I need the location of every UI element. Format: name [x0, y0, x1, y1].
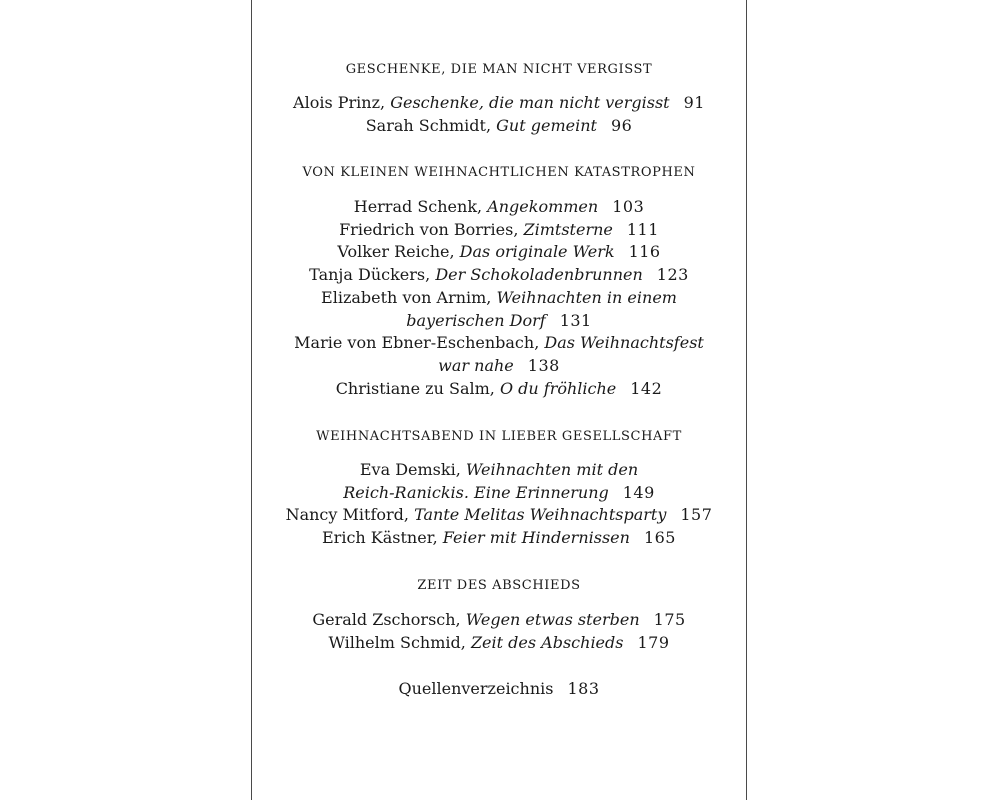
section-heading: GESCHENKE, DIE MAN NICHT VERGISST [345, 62, 653, 77]
toc-entry [252, 196, 746, 219]
toc-entry [252, 504, 746, 527]
entry-author: Marie von Ebner-Eschenbach, [294, 333, 545, 353]
toc-entry [252, 264, 746, 287]
entry-page-number: 96 [610, 115, 633, 135]
toc-entry-continuation [252, 482, 746, 505]
entry-title: Der Schokoladenbrunnen [435, 265, 643, 285]
toc-entry [252, 287, 746, 310]
toc-entry [252, 241, 746, 264]
entry-title-continued: Reich-Ranickis. Eine Erinnerung [343, 482, 609, 502]
entry-page-number: 103 [612, 197, 645, 216]
entry-title: Zeit des Abschieds [470, 632, 624, 652]
toc-entry [252, 332, 746, 355]
entry-title: Das Weihnachtsfest [544, 333, 704, 353]
entry-author: Alois Prinz, [293, 93, 391, 112]
toc-entry-continuation [252, 310, 746, 333]
entry-title: Das originale Werk [459, 242, 615, 262]
entry-author: Nancy Mitford, [285, 505, 415, 525]
entry-author: Christiane zu Salm, [335, 378, 500, 398]
entry-author: Elizabeth von Arnim, [321, 287, 497, 307]
entry-title: Wegen etwas sterben [465, 610, 640, 629]
toc-entries [252, 459, 746, 550]
toc-entry [252, 459, 746, 482]
toc-section [252, 578, 746, 594]
entry-page-number: 91 [683, 93, 705, 112]
entry-title: Weihnachten in einem [496, 287, 677, 307]
toc-entry [252, 378, 746, 401]
entry-author: Sarah Schmidt, [365, 115, 497, 135]
entry-author: Friedrich von Borries, [339, 219, 524, 239]
toc-footer [252, 678, 746, 701]
toc-entries [252, 609, 746, 654]
entry-title-continued: bayerischen Dorf [406, 310, 546, 330]
toc-entries [252, 92, 746, 137]
section-heading: ZEIT DES ABSCHIEDS [417, 578, 581, 593]
toc-entry-continuation [252, 355, 746, 378]
entry-title: Angekommen [487, 197, 599, 216]
entry-author: Eva Demski, [359, 460, 466, 479]
entry-page-number: 142 [630, 378, 663, 398]
entry-page-number: 138 [527, 355, 560, 375]
entry-page-number: 175 [653, 610, 686, 629]
entry-author: Gerald Zschorsch, [312, 610, 466, 629]
toc-entry [252, 115, 746, 138]
entry-page-number: 183 [567, 679, 600, 698]
entry-title: Zimtsterne [523, 219, 613, 239]
entry-title-continued: war nahe [438, 355, 514, 375]
section-heading: WEIHNACHTSABEND IN LIEBER GESELLSCHAFT [316, 429, 682, 444]
entry-label: Quellenverzeichnis [398, 679, 554, 698]
entry-title: Geschenke, die man nicht vergisst [390, 93, 670, 112]
entry-page-number: 157 [680, 505, 713, 525]
entry-author: Tanja Dückers, [309, 265, 436, 285]
entry-title: Tante Melitas Weihnachtsparty [414, 505, 667, 525]
entry-title: Gut gemeint [496, 115, 597, 135]
entry-author: Wilhelm Schmid, [328, 632, 471, 652]
entry-title: Weihnachten mit den [465, 460, 639, 479]
entry-author: Volker Reiche, [337, 242, 460, 262]
entry-author: Herrad Schenk, [353, 197, 488, 216]
entry-author: Erich Kästner, [322, 528, 443, 548]
entry-page-number: 116 [628, 242, 661, 262]
toc-entry [252, 609, 746, 632]
toc-section [252, 165, 746, 181]
entry-page-number: 131 [559, 310, 592, 330]
toc-entry [252, 219, 746, 242]
section-heading: VON KLEINEN WEIHNACHTLICHEN KATASTROPHEN [302, 165, 696, 180]
entry-page-number: 111 [626, 219, 659, 239]
toc-entry-sources [252, 678, 746, 701]
toc-entries [252, 196, 746, 400]
entry-page-number: 165 [643, 528, 676, 548]
entry-page-number: 179 [637, 632, 670, 652]
entry-page-number: 149 [622, 482, 655, 502]
entry-title: Feier mit Hindernissen [442, 528, 630, 548]
entry-title: O du fröhliche [499, 378, 617, 398]
toc-entry [252, 527, 746, 550]
entry-page-number: 123 [656, 265, 689, 285]
toc-entry [252, 632, 746, 655]
toc-section [252, 62, 746, 78]
toc-entry [252, 92, 746, 115]
book-page [251, 0, 747, 800]
toc-section [252, 429, 746, 445]
